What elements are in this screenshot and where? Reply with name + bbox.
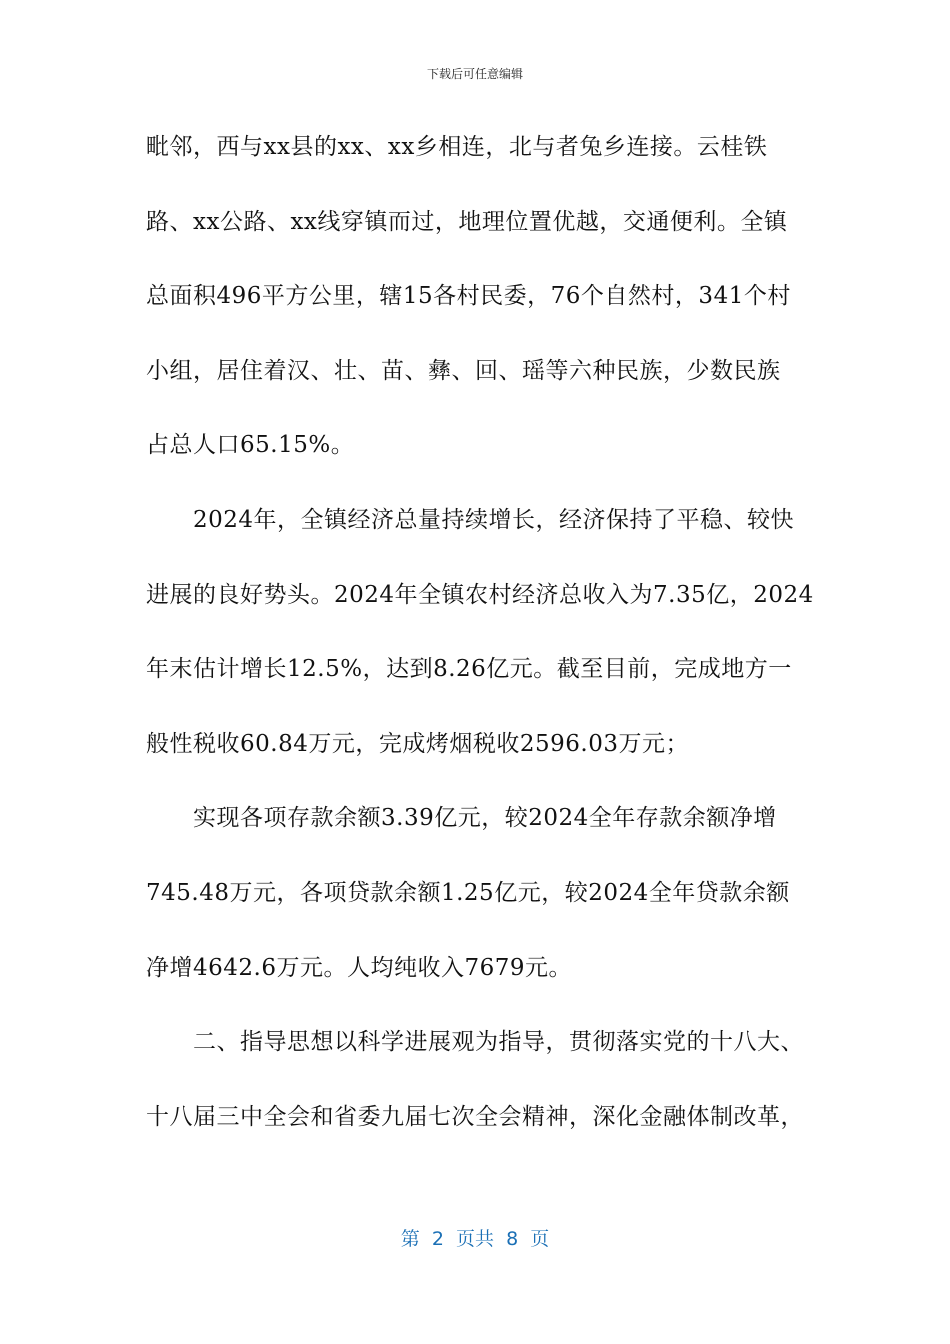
paragraph-first-line: 二、指导思想以科学进展观为指导，贯彻落实党的十八大、 [193, 1029, 804, 1056]
text-line: 占总人口65.15%。 [146, 432, 355, 459]
page-header-note: 下载后可任意编辑 [426, 67, 523, 81]
text-line: 十八届三中全会和省委九届七次全会精神，深化金融体制改革， [146, 1103, 804, 1130]
paragraph-first-line: 实现各项存款余额3.39亿元，较2024全年存款余额净增 [193, 805, 777, 832]
page-number-footer: 第 2 页共 8 页 [400, 1228, 550, 1250]
text-line: 745.48万元，各项贷款余额1.25亿元，较2024全年贷款余额 [146, 879, 790, 906]
text-line: 净增4642.6万元。人均纯收入7679元。 [146, 954, 573, 981]
text-line: 路、xx公路、xx线穿镇而过，地理位置优越，交通便利。全镇 [146, 208, 788, 235]
document-body [146, 126, 814, 1170]
text-line: 毗邻，西与xx县的xx、xx乡相连，北与者兔乡连接。云桂铁 [146, 134, 768, 160]
paragraph-first-line: 2024年，全镇经济总量持续增长，经济保持了平稳、较快 [193, 506, 795, 533]
text-line: 般性税收60.84万元，完成烤烟税收2596.03万元； [146, 730, 689, 757]
text-line: 总面积496平方公里，辖15各村民委，76个自然村，341个村 [146, 283, 791, 310]
text-line: 年末估计增长12.5%，达到8.26亿元。截至目前，完成地方一 [146, 656, 792, 683]
text-line: 小组，居住着汉、壮、苗、彝、回、瑶等六种民族，少数民族 [146, 357, 781, 384]
text-line: 进展的良好势头。2024年全镇农村经济总收入为7.35亿，2024 [146, 581, 814, 608]
